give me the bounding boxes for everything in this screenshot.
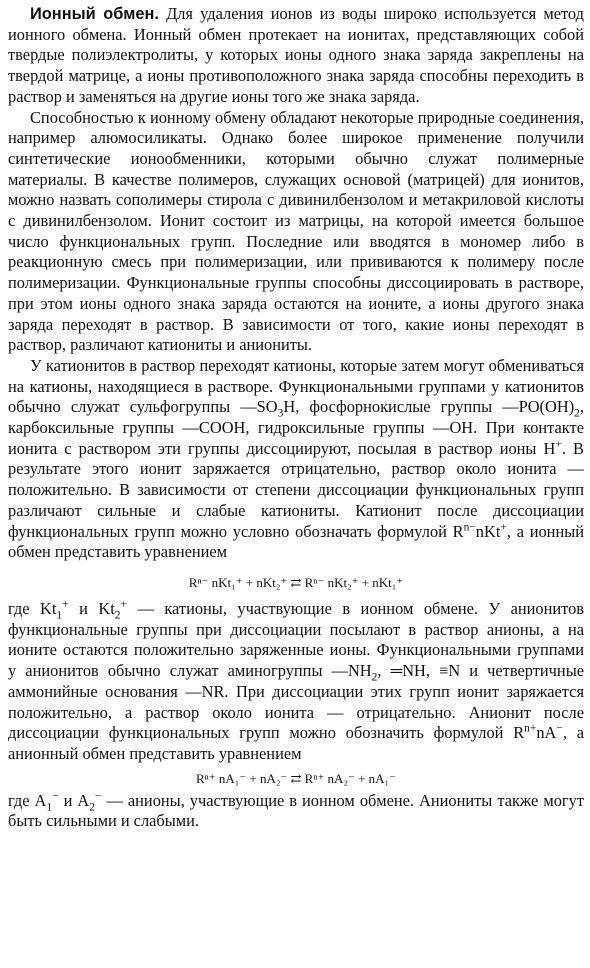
paragraph-ion-exchange-intro	[8, 4, 584, 108]
paragraph-cation-exchangers: У катионитов в раствор переходят катионы, которые затем могут обмениваться на катионы, находящиеся в растворе. Функциональными группами у катионитов обычно служат сульфогруппы $—SO_3H$, фосфорнокислые группы $—PO(OH)_2$, карбоксильные группы —COOH, гидроксильные группы —OH. При контакте ионита с раствором эти группы диссоциируют, посылая в раствор ионы H+. В результате этого ионит заряжается отрицательно, раствор около ионита — положительно. В зависимости от степени диссоциации функциональных групп различают сильные и слабые катиониты. Катионит после диссоциации функциональных групп можно условно обозначать формулой $R^{n-}nKt^+$, а ионный обмен представить уравнением	[8, 355, 584, 562]
equation-anion-exchange: Rⁿ⁺ nA₁⁻ + nA₂⁻ ⇄ Rⁿ⁺ nA₂⁻ + nA₁⁻	[196, 770, 396, 786]
equation-cation-exchange: Rⁿ⁻ nKt₁⁺ + nKt₂⁺ ⇄ Rⁿ⁻ nKt₂⁺ + nKt₁⁺	[188, 574, 404, 590]
paragraph-anion-closing: где $A_1^-$ и $A_2^-$ — анионы, участвующие в ионном обмене. Аниониты также могут быть сильными и слабыми.	[8, 790, 584, 831]
section-heading: Ионный обмен.	[30, 5, 159, 23]
paragraph-ion-exchangers: Способностью к ионному обмену обладают некоторые природные соединения, например алюмосиликаты. Однако более широкое применение получили синтетические ионообменники, которыми обычно служат полимерные материалы. В качестве полимеров, служащих основой (матрицей) для ионитов, можно назвать сополимеры стирола с дивинилбензолом и метакриловой кислоты с дивинилбензолом. Ионит состоит из матрицы, на которой имеется большое число функциональных групп. Последние или вводятся в мономер либо в реакционную смесь при полимеризации, или прививаются к полимеру после полимеризации. Функциональные группы способны диссоциировать в растворе, при этом ионы одного знака заряда остаются на ионите, а ионы другого знака заряда переходят в раствор. В зависимости от того, какие ионы переходят в раствор, различают катиониты и аниониты.	[8, 107, 584, 355]
paragraph-anion-exchangers: где $Kt_1^+$ и $Kt_2^+$ — катионы, участвующие в ионном обмене. У анионитов функциональные группы при диссоциации посылают в раствор анионы, а на ионите остаются положительно заряженные ионы. Функциональными группами у анионитов обычно служат аминогруппы $—NH_2$, ═NH, ≡N и четвертичные аммонийные основания —NR. При диссоциации этих групп ионит заряжается положительно, а раствор около ионита — отрицательно. Анионит после диссоциации функциональных групп можно обозначить формулой $R^{n+}nA^-$, а анионный обмен представить уравнением	[8, 598, 585, 763]
paragraph-text: Для удаления ионов из воды широко используется метод ионного обмена. Ионный обмен протекает на ионитах, представляющих собой твердые полиэлектролиты, у которых ионы одного знака заряда закреплены на твердой матрице, а ионы противоположного знака заряда способны переходить в раствор и заменяться на другие ионы того же знака заряда.	[8, 4, 584, 106]
